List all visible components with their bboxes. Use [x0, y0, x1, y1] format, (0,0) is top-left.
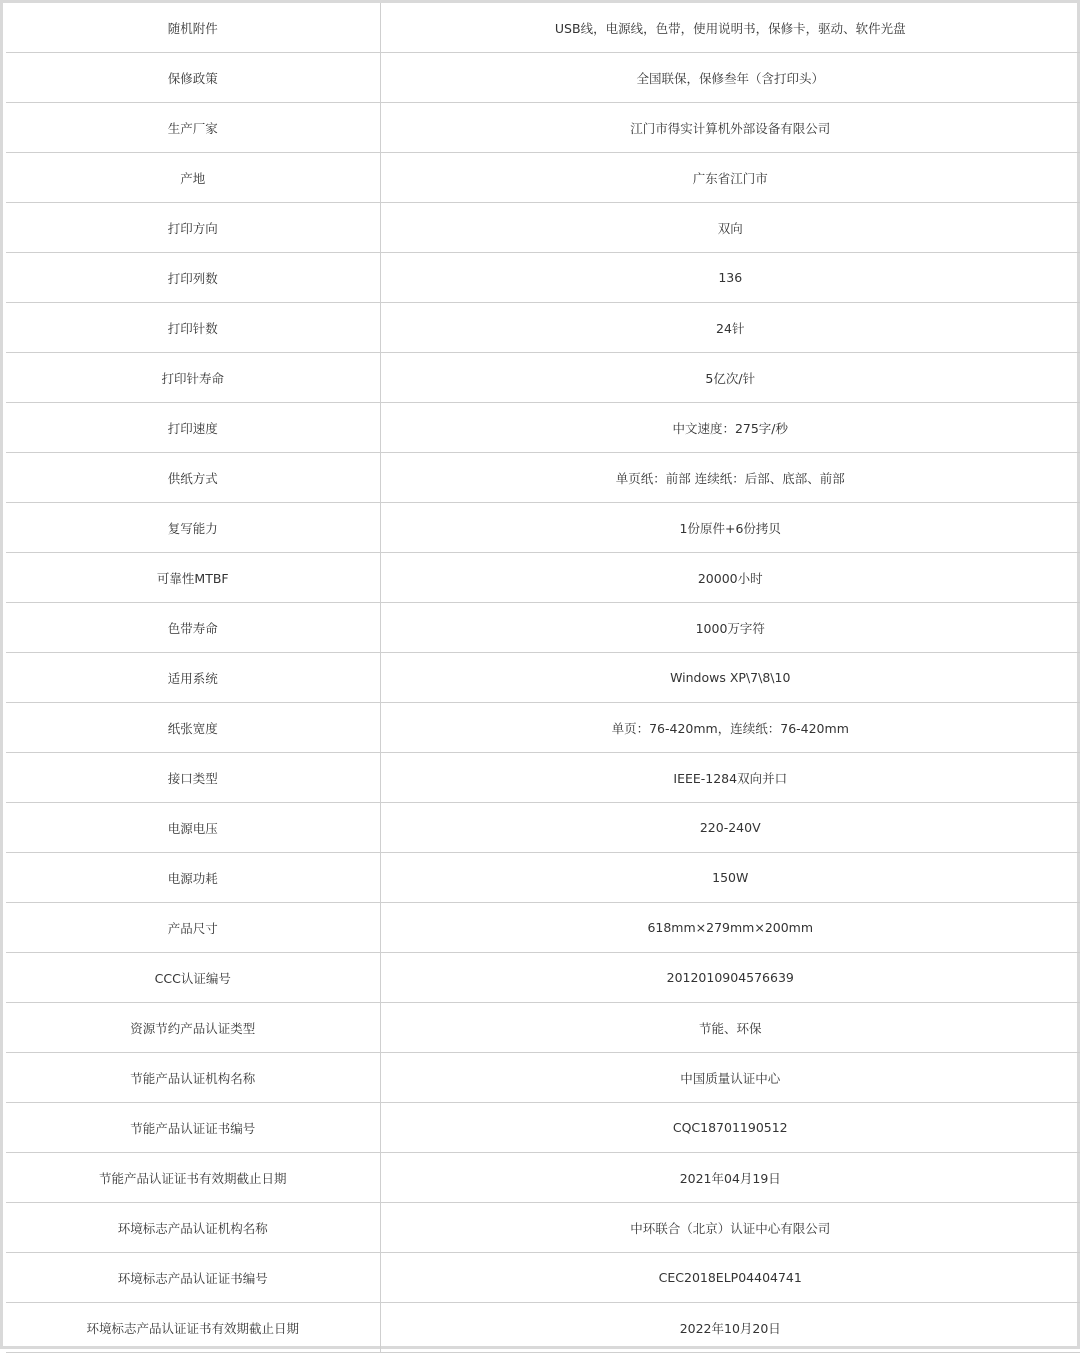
spec-label-cell: 保修政策 [6, 53, 380, 103]
table-row [6, 503, 1080, 553]
spec-table-body [6, 3, 1080, 1353]
spec-value-cell: 220-240V [380, 803, 1080, 853]
spec-label-cell: 打印针数 [6, 303, 380, 353]
spec-value-cell: 20000小时 [380, 553, 1080, 603]
spec-value-cell: 单页纸：前部 连续纸：后部、底部、前部 [380, 453, 1080, 503]
spec-label-cell: 打印速度 [6, 403, 380, 453]
table-row [6, 1053, 1080, 1103]
table-row [6, 803, 1080, 853]
table-row [6, 753, 1080, 803]
spec-label-cell: 纸张宽度 [6, 703, 380, 753]
spec-label-cell: 节能产品认证证书有效期截止日期 [6, 1153, 380, 1203]
spec-label-cell: 环境标志产品认证证书有效期截止日期 [6, 1303, 380, 1353]
table-row [6, 53, 1080, 103]
table-row [6, 453, 1080, 503]
table-row [6, 403, 1080, 453]
spec-value-cell: 24针 [380, 303, 1080, 353]
spec-label-cell: 打印针寿命 [6, 353, 380, 403]
spec-value-cell: 单页：76-420mm，连续纸：76-420mm [380, 703, 1080, 753]
spec-label-cell: CCC认证编号 [6, 953, 380, 1003]
spec-label-cell: 环境标志产品认证证书编号 [6, 1253, 380, 1303]
table-row [6, 603, 1080, 653]
table-row [6, 253, 1080, 303]
spec-label-cell: 环境标志产品认证机构名称 [6, 1203, 380, 1253]
table-row [6, 203, 1080, 253]
spec-value-cell: 2022年10月20日 [380, 1303, 1080, 1353]
table-row [6, 703, 1080, 753]
spec-label-cell: 复写能力 [6, 503, 380, 553]
spec-value-cell: 节能、环保 [380, 1003, 1080, 1053]
spec-value-cell: 150W [380, 853, 1080, 903]
spec-value-cell: 5亿次/针 [380, 353, 1080, 403]
table-row [6, 1303, 1080, 1353]
spec-value-cell: 江门市得实计算机外部设备有限公司 [380, 103, 1080, 153]
spec-label-cell: 资源节约产品认证类型 [6, 1003, 380, 1053]
spec-value-cell: CQC18701190512 [380, 1103, 1080, 1153]
spec-label-cell: 随机附件 [6, 3, 380, 53]
spec-label-cell: 接口类型 [6, 753, 380, 803]
table-row [6, 103, 1080, 153]
spec-table [6, 3, 1080, 1353]
spec-label-cell: 节能产品认证机构名称 [6, 1053, 380, 1103]
table-row [6, 903, 1080, 953]
spec-label-cell: 打印列数 [6, 253, 380, 303]
spec-label-cell: 电源电压 [6, 803, 380, 853]
table-row [6, 553, 1080, 603]
spec-value-cell: 618mm×279mm×200mm [380, 903, 1080, 953]
table-row [6, 353, 1080, 403]
spec-label-cell: 电源功耗 [6, 853, 380, 903]
table-row [6, 1203, 1080, 1253]
table-row [6, 653, 1080, 703]
spec-label-cell: 生产厂家 [6, 103, 380, 153]
spec-label-cell: 节能产品认证证书编号 [6, 1103, 380, 1153]
spec-value-cell: 中国质量认证中心 [380, 1053, 1080, 1103]
spec-label-cell: 色带寿命 [6, 603, 380, 653]
spec-value-cell: 中文速度：275字/秒 [380, 403, 1080, 453]
spec-value-cell: USB线，电源线，色带，使用说明书，保修卡，驱动、软件光盘 [380, 3, 1080, 53]
table-row [6, 303, 1080, 353]
table-row [6, 153, 1080, 203]
spec-value-cell: CEC2018ELP04404741 [380, 1253, 1080, 1303]
spec-value-cell: 1份原件+6份拷贝 [380, 503, 1080, 553]
spec-label-cell: 供纸方式 [6, 453, 380, 503]
spec-value-cell: 1000万字符 [380, 603, 1080, 653]
spec-label-cell: 可靠性MTBF [6, 553, 380, 603]
table-row [6, 1103, 1080, 1153]
spec-value-cell: Windows XP\7\8\10 [380, 653, 1080, 703]
spec-value-cell: IEEE-1284双向并口 [380, 753, 1080, 803]
table-row [6, 3, 1080, 53]
spec-value-cell: 双向 [380, 203, 1080, 253]
spec-label-cell: 产品尺寸 [6, 903, 380, 953]
spec-value-cell: 广东省江门市 [380, 153, 1080, 203]
spec-label-cell: 适用系统 [6, 653, 380, 703]
table-row [6, 853, 1080, 903]
table-row [6, 953, 1080, 1003]
spec-label-cell: 打印方向 [6, 203, 380, 253]
table-row [6, 1253, 1080, 1303]
spec-label-cell: 产地 [6, 153, 380, 203]
spec-value-cell: 中环联合（北京）认证中心有限公司 [380, 1203, 1080, 1253]
spec-value-cell: 全国联保，保修叁年（含打印头） [380, 53, 1080, 103]
table-row [6, 1003, 1080, 1053]
spec-value-cell: 2012010904576639 [380, 953, 1080, 1003]
spec-value-cell: 2021年04月19日 [380, 1153, 1080, 1203]
table-row [6, 1153, 1080, 1203]
spec-value-cell: 136 [380, 253, 1080, 303]
